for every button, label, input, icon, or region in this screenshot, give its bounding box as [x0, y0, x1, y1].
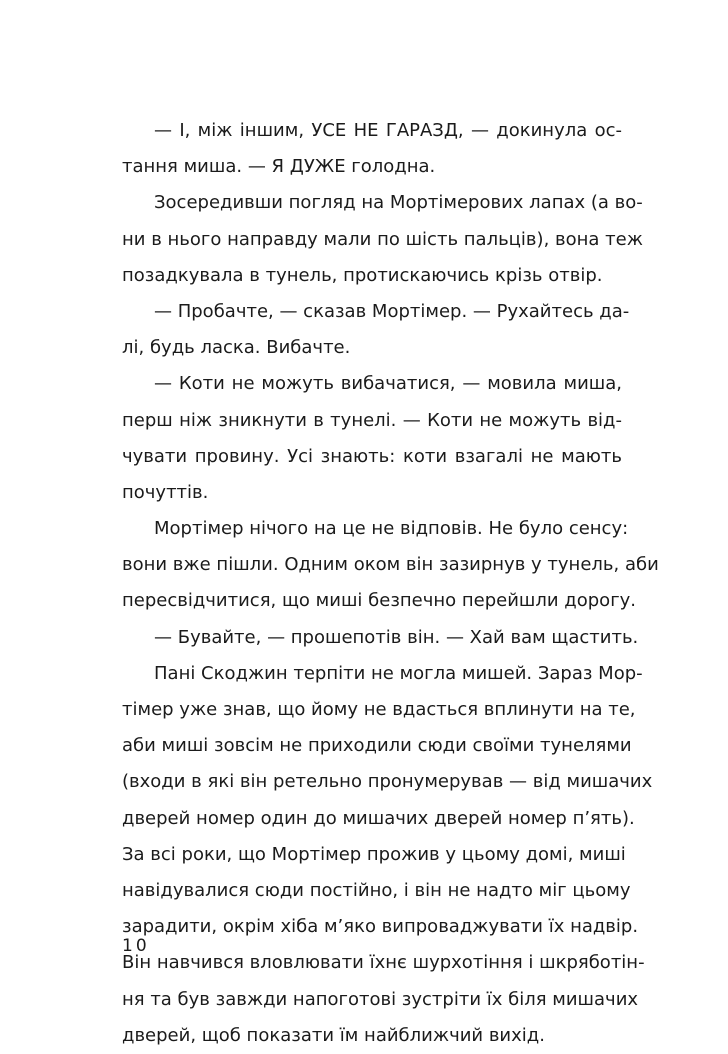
text-line: чувати провину. Усі знають: коти взагалі не мають [122, 445, 622, 467]
text-line: дверей, щоб показати їм найближчий вихід. [122, 1024, 545, 1046]
text-line: пересвідчитися, що миші безпечно перейшли дорогу. [122, 590, 637, 612]
text-line: зарадити, окрім хіба м’яко випроваджувати їх надвір. [122, 916, 639, 938]
text-line: (входи в які він ретельно пронумерував — від мишачих [122, 771, 653, 793]
text-line: ня та був завжди напоготові зустріти їх біля мишачих [122, 988, 639, 1010]
text-line: Він навчився вловлювати їхнє шурхотіння і шкряботін- [122, 952, 645, 974]
text-line: — Бувайте, — прошепотів він. — Хай вам щастить. [154, 626, 639, 648]
text-line: Мортімер нічого на це не відповів. Не було сенсу: [154, 518, 629, 540]
body-text [122, 113, 659, 1054]
text-line: — І, між іншим, УСЕ НЕ ГАРАЗД, — докинула ос- [154, 120, 622, 141]
text-line: лі, будь ласка. Вибачте. [122, 337, 351, 359]
text-line: тімер уже знав, що йому не вдасться вплинути на те, [122, 699, 636, 720]
text-line: навідувалися сюди постійно, і він не надто міг цьому [122, 879, 631, 901]
text-line: — Пробачте, — сказав Мортімер. — Рухайтесь да- [154, 300, 630, 322]
text-line: почуттів. [122, 481, 209, 503]
page-number: 10 [122, 936, 150, 956]
text-line: перш ніж зникнути в тунелі. — Коти не можуть від- [122, 409, 622, 431]
text-line: — Коти не можуть вибачатися, — мовила миша, [154, 373, 622, 395]
text-line: вони вже пішли. Одним оком він зазирнув у тунель, аби [122, 554, 659, 576]
text-line: дверей номер один до мишачих дверей номер п’ять). [122, 807, 635, 829]
text-line: позадкувала в тунель, протискаючись крізь отвір. [122, 264, 603, 286]
text-line: аби миші зовсім не приходили сюди своїми тунелями [122, 735, 632, 757]
text-line: Пані Скоджин терпіти не могла мишей. Зараз Мор- [154, 662, 643, 684]
text-line: ни в нього направду мали по шість пальців), вона теж [122, 228, 643, 250]
text-line: тання миша. — Я ДУЖЕ голодна. [122, 156, 436, 178]
text-line: Зосередивши погляд на Мортімерових лапах (а во- [154, 192, 643, 214]
text-line: За всі роки, що Мортімер прожив у цьому домі, миші [122, 843, 626, 865]
